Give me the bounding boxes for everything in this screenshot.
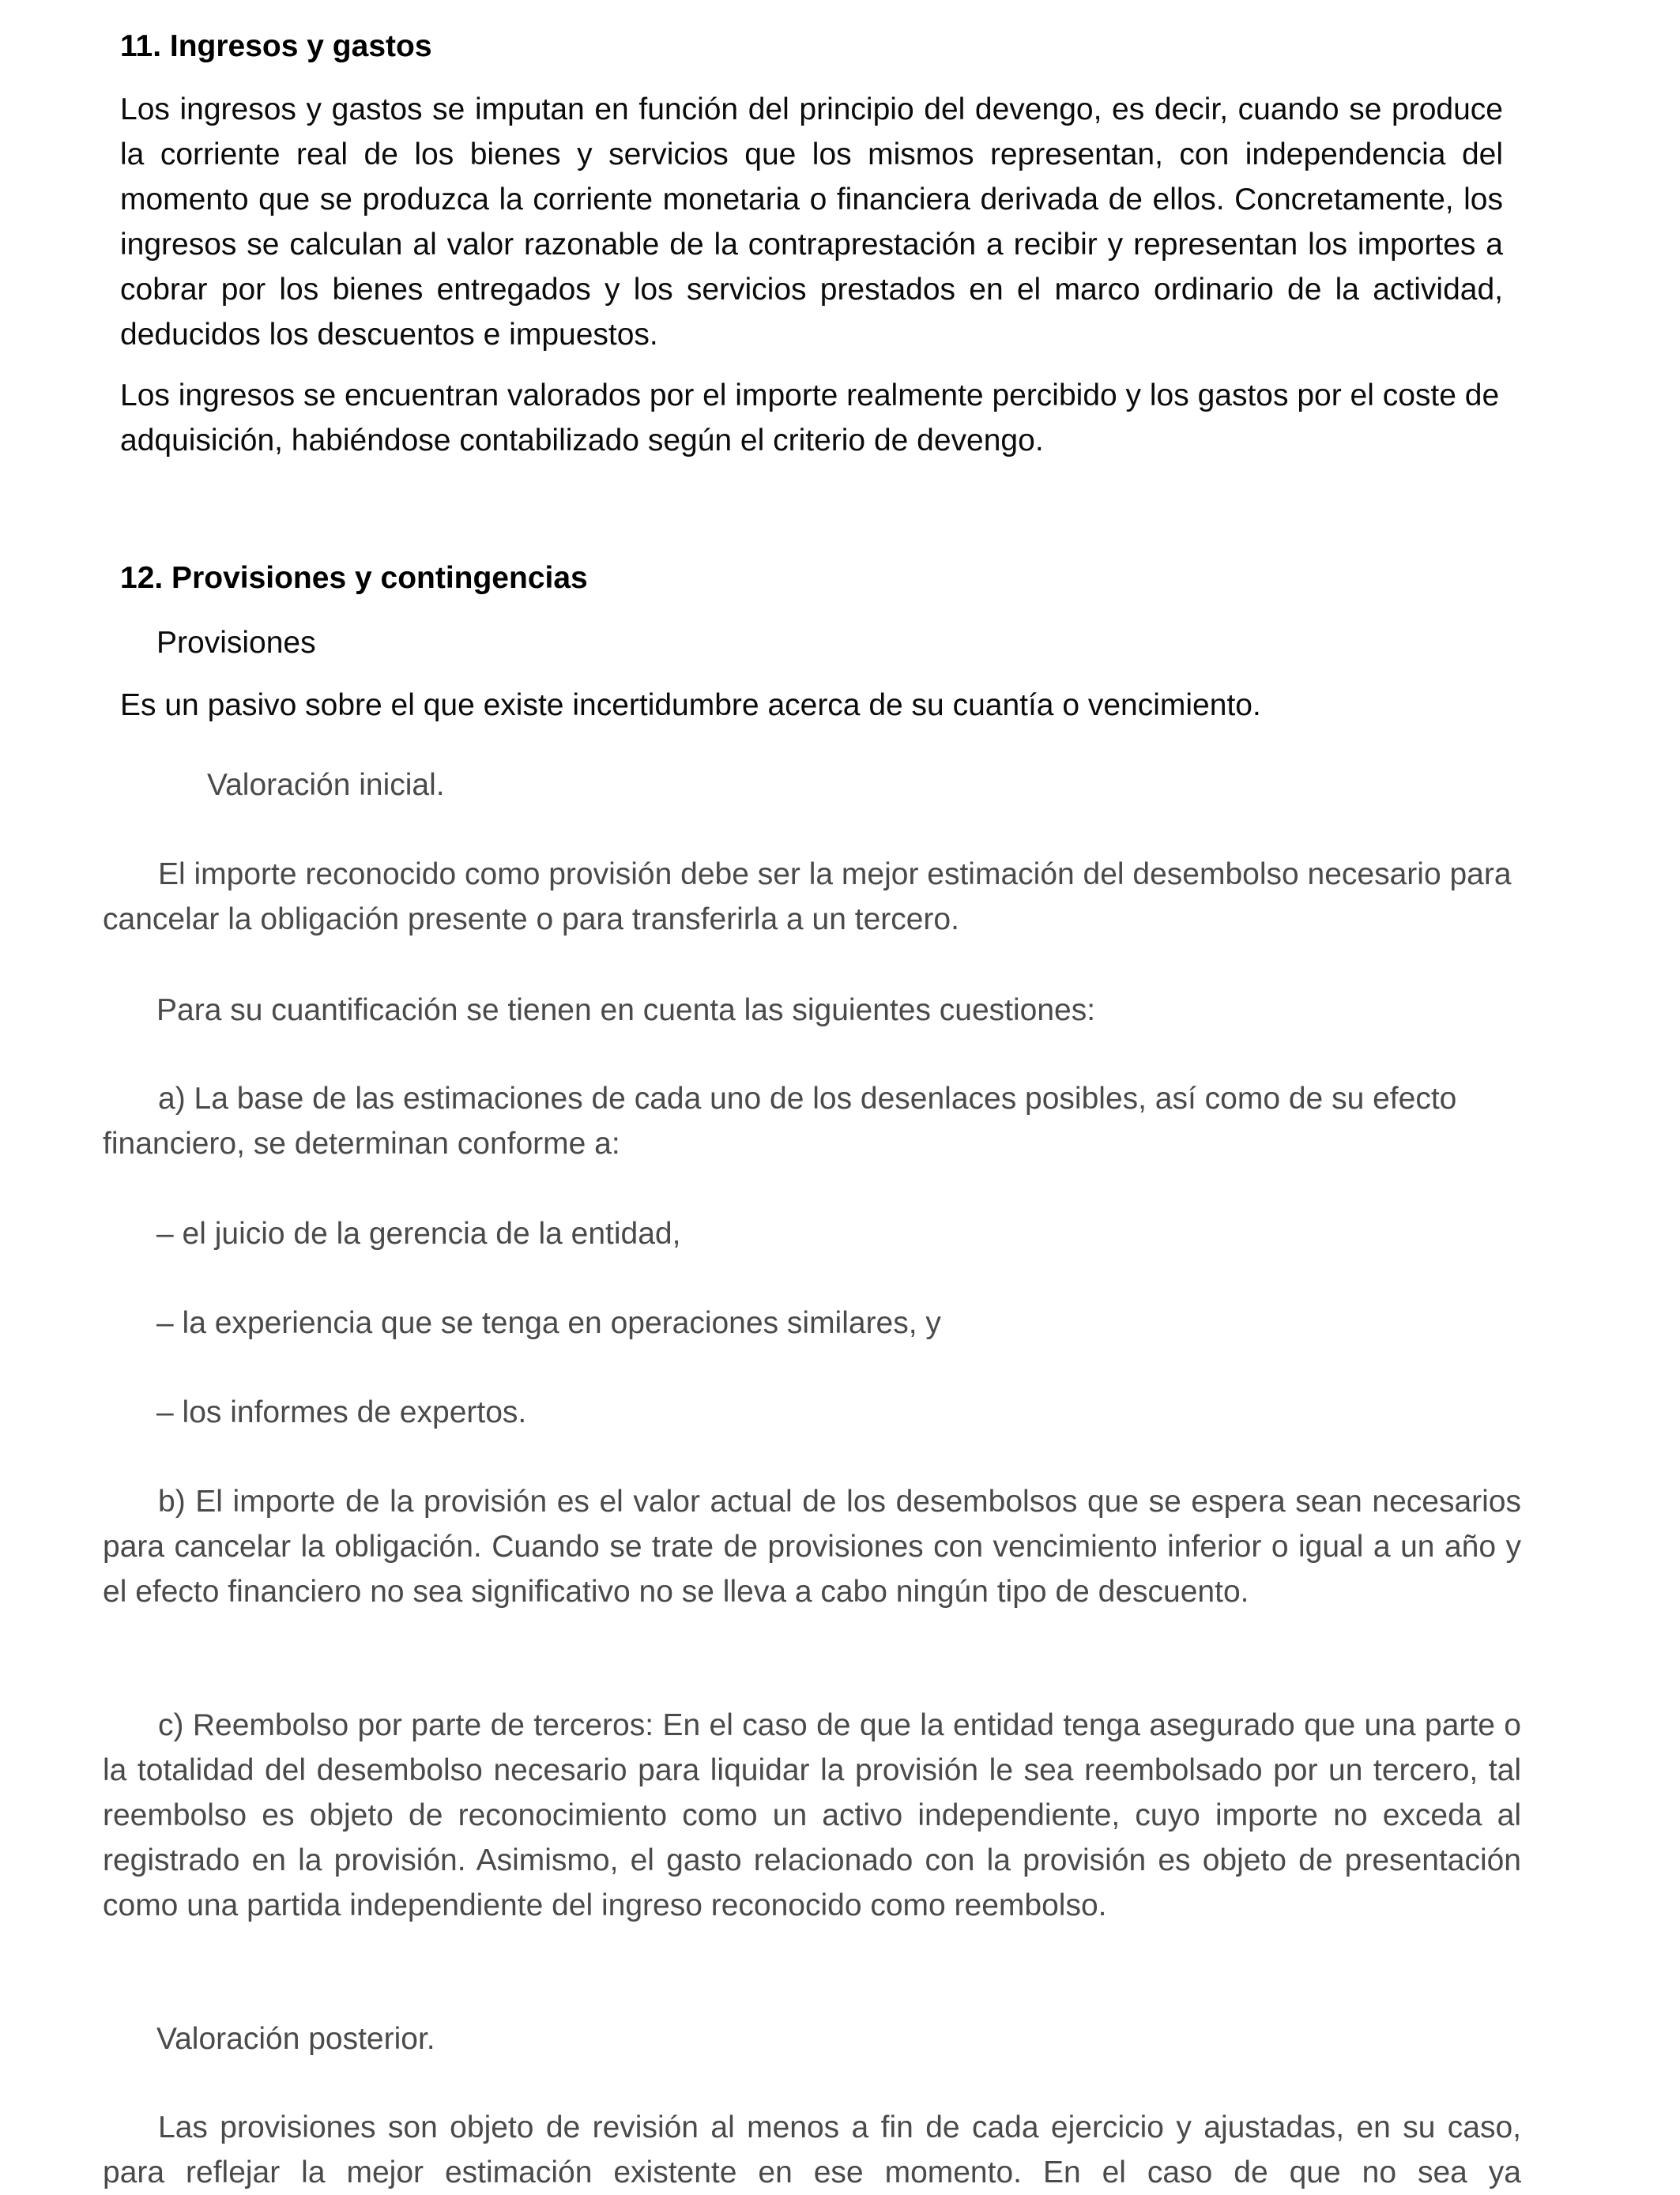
section-11-paragraph-1: Los ingresos y gastos se imputan en función del principio del devengo, es decir, cuando se produce la corriente real de los bienes y servicios que los mismos representan, con independencia del momento que se produzca la corriente monetaria o financiera derivada de ellos. Concretamente, los ingresos se calculan al valor razonable de la contraprestación a recibir y representan los importes a cobrar por los bienes entregados y los servicios prestados en el marco ordinario de la actividad, deducidos los descuentos e impuestos. xyxy=(120,92,1503,352)
section-11-heading: 11. Ingresos y gastos xyxy=(120,29,432,63)
initial-valuation-title: Valoración inicial. xyxy=(207,768,445,802)
provisiones-subheading: Provisiones xyxy=(156,626,316,660)
item-b: b) El importe de la provisión es el valor actual de los desembolsos que se espera sean necesarios para cancelar la obligación. Cuando se trate de provisiones con vencimiento inferior o igual a un año y el efecto financiero no sea significativo no se lleva a cabo ningún tipo de descuento. xyxy=(103,1485,1521,1609)
section-11-paragraph-2: Los ingresos se encuentran valorados por el importe realmente percibido y los gastos por el coste de adquisición, habiéndose contabilizado según el criterio de devengo. xyxy=(120,378,1500,457)
section-12-heading: 12. Provisiones y contingencias xyxy=(120,561,588,595)
item-c: c) Reembolso por parte de terceros: En el caso de que la entidad tenga asegurado que una parte o la totalidad del desembolso necesario para liquidar la provisión le sea reembolsado por un tercero, tal reembolso es objeto de reconocimiento como un activo independiente, cuyo importe no exceda al registrado en la provisión. Asimismo, el gasto relacionado con la provisión es objeto de presentación como una partida independiente del ingreso reconocido como reembolso. xyxy=(103,1708,1521,1922)
provisiones-definition: Es un pasivo sobre el que existe incertidumbre acerca de su cuantía o vencimiento. xyxy=(120,688,1261,722)
item-a: a) La base de las estimaciones de cada uno de los desenlaces posibles, así como de su efecto financiero, se determinan conforme a: xyxy=(103,1082,1457,1161)
list-item: – la experiencia que se tenga en operaciones similares, y xyxy=(156,1306,941,1340)
list-item: – el juicio de la gerencia de la entidad, xyxy=(156,1217,681,1251)
list-item: – los informes de expertos. xyxy=(156,1395,527,1429)
paragraph-estimate: El importe reconocido como provisión debe ser la mejor estimación del desembolso necesario para cancelar la obligación presente o para transferirla a un tercero. xyxy=(103,857,1512,936)
subsequent-valuation-title: Valoración posterior. xyxy=(156,2022,435,2056)
paragraph-quantification: Para su cuantificación se tienen en cuenta las siguientes cuestiones: xyxy=(156,993,1096,1027)
paragraph-revision: Las provisiones son objeto de revisión al menos a fin de cada ejercicio y ajustadas, en su caso, para reflejar la mejor estimación existente en ese momento. En el caso de que no sea ya xyxy=(103,2110,1521,2189)
